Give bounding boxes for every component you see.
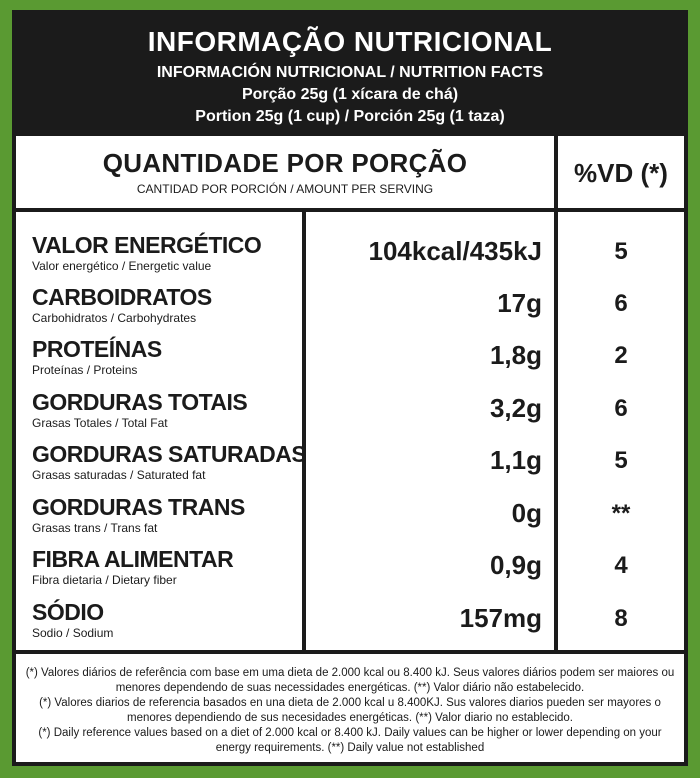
nutrient-name: PROTEÍNAS (32, 336, 162, 362)
dv-title: %VD (*) (574, 158, 668, 188)
dv-header (558, 136, 684, 208)
daily-value: 5 (614, 238, 628, 265)
footnote-pt: (*) Valores diários de referência com base em uma dieta de 2.000 kcal ou 8.400 kJ. Seus valores diários podem ser maiores ou menores dependendo de suas necessidades energéticas. (**) Valor diário não estabelecido. (25, 667, 675, 694)
footnote-es: (*) Valores diarios de referencia basados en una dieta de 2.000 kcal u 8.400KJ. Sus valores diarios pueden ser mayores o menores dependiendo de sus necesidades energéticas. (**) Valor diario no establecido. (39, 697, 661, 724)
footnote-en: (*) Daily reference values based on a diet of 2.000 kcal or 8.400 kJ. Daily values can be higher or lower depending on your energy requirements. (**) Daily value not established (38, 727, 662, 754)
nutrient-subname: Carbohidratos / Carbohydrates (32, 311, 197, 325)
quantity-subtitle: CANTIDAD POR PORCIÓN / AMOUNT PER SERVING (136, 182, 434, 196)
nutrient-subname: Valor energético / Energetic value (32, 259, 212, 273)
nutrient-name: GORDURAS SATURADAS (32, 441, 307, 467)
nutrient-value: 17g (497, 288, 542, 318)
nutrient-name: CARBOIDRATOS (32, 284, 212, 310)
portion-en-es: Portion 25g (1 cup) / Porción 25g (1 taza) (195, 108, 505, 125)
daily-value: 6 (614, 290, 628, 317)
quantity-header (16, 136, 554, 208)
portion-pt: Porção 25g (1 xícara de chá) (241, 86, 459, 103)
nutrient-row (16, 226, 302, 278)
nutrient-value: 157mg (459, 603, 542, 633)
nutrient-value: 3,2g (489, 393, 542, 423)
daily-value: 6 (614, 395, 628, 422)
nutrient-row (16, 435, 307, 487)
nutrient-row (16, 593, 302, 645)
nutrient-value: 1,1g (489, 445, 542, 475)
nutrient-value: 1,8g (489, 340, 542, 370)
daily-value: 2 (614, 342, 628, 369)
label-header (16, 14, 684, 136)
nutrient-value: 0,9g (489, 550, 542, 580)
daily-value: 4 (614, 552, 628, 579)
nutrient-name: GORDURAS TOTAIS (32, 389, 248, 415)
nutrient-row (16, 278, 302, 330)
daily-value: ** (611, 500, 631, 527)
nutrient-row (16, 383, 302, 435)
nutrient-subname: Grasas trans / Trans fat (32, 521, 158, 535)
nutrient-name: GORDURAS TRANS (32, 494, 245, 520)
daily-value: 8 (614, 605, 628, 632)
nutrient-subname: Proteínas / Proteins (32, 363, 138, 377)
footnotes (16, 654, 684, 762)
nutrient-subname: Grasas Totales / Total Fat (32, 416, 168, 430)
label-title: INFORMAÇÃO NUTRICIONAL (147, 26, 553, 57)
quantity-title: QUANTIDADE POR PORÇÃO (102, 148, 468, 178)
daily-value: 5 (614, 447, 628, 474)
label-subtitle: INFORMACIÓN NUTRICIONAL / NUTRITION FACTS (156, 64, 544, 81)
nutrient-name: FIBRA ALIMENTAR (32, 546, 234, 572)
nutrient-row (16, 540, 302, 592)
nutrient-names-column (16, 212, 307, 650)
nutrient-value: 0g (511, 498, 542, 528)
nutrient-values-column (306, 212, 554, 650)
nutrient-value: 104kcal/435kJ (368, 236, 542, 266)
nutrient-name: SÓDIO (32, 599, 104, 625)
daily-value-column (558, 212, 684, 650)
nutrition-label (12, 10, 688, 766)
nutrient-row (16, 488, 302, 540)
nutrient-subname: Fibra dietaria / Dietary fiber (32, 573, 177, 587)
nutrient-row (16, 330, 302, 382)
nutrient-name: VALOR ENERGÉTICO (32, 232, 262, 258)
nutrient-subname: Grasas saturadas / Saturated fat (32, 468, 206, 482)
nutrient-subname: Sodio / Sodium (32, 626, 114, 640)
